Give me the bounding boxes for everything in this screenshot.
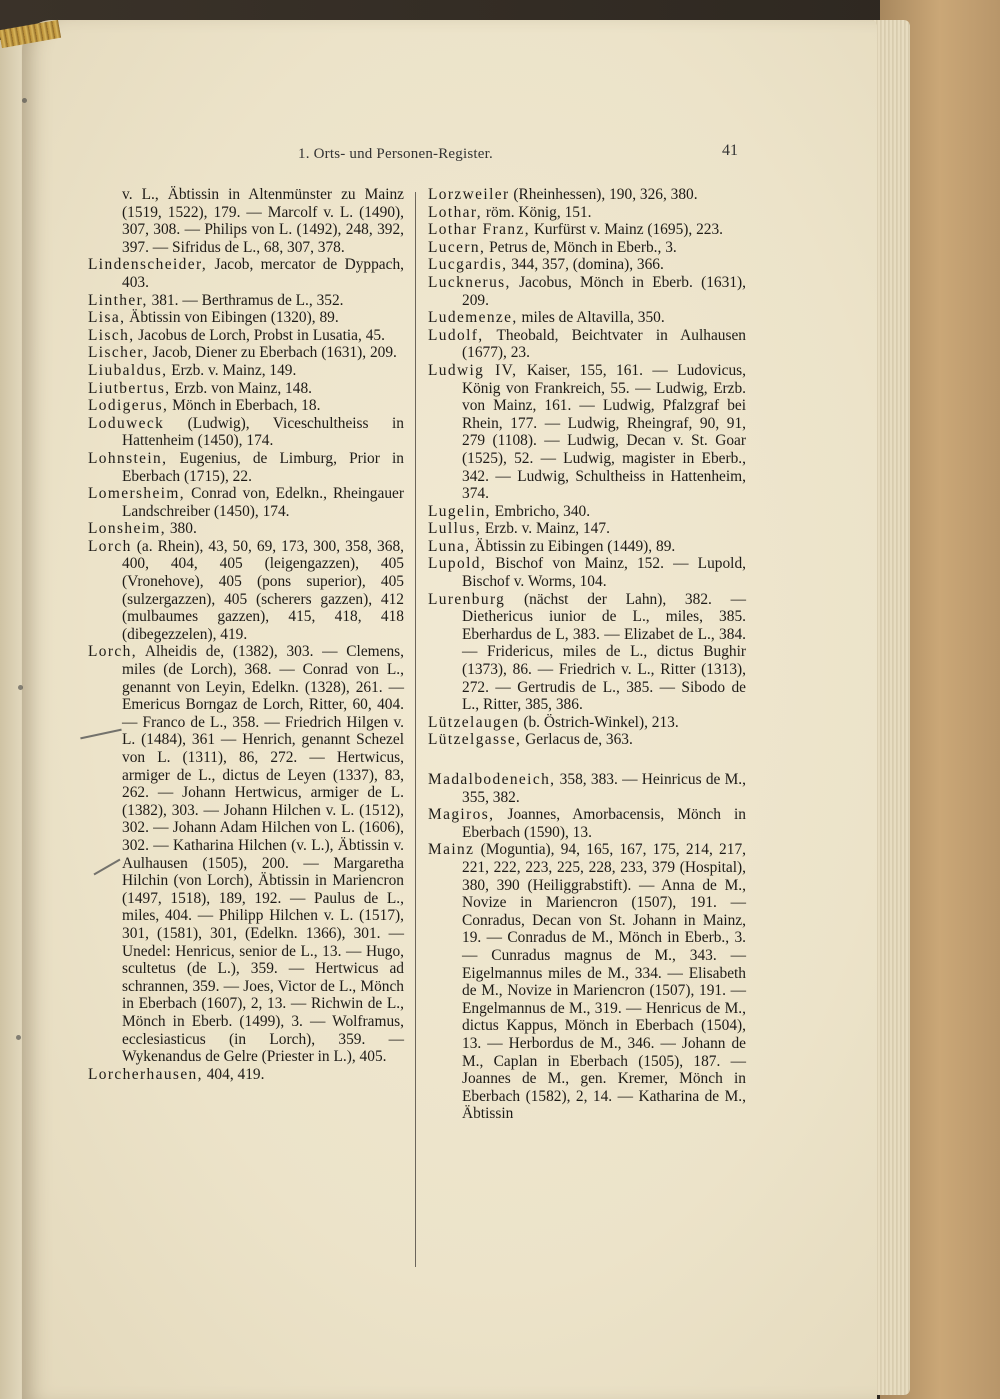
register-entry: [88, 538, 404, 644]
register-entry: [428, 221, 746, 239]
entry-text: 380.: [166, 520, 197, 538]
entry-text: Joannes, Amorbacensis, Mönch in Eberbach (1590), 13.: [462, 806, 746, 841]
entry-text: Jacobus de Lorch, Probst in Lusatia, 45.: [134, 326, 385, 344]
entry-headword: Lorch: [88, 537, 132, 555]
register-entry: [88, 309, 404, 327]
entry-text: (Rheinhessen), 190, 326, 380.: [509, 186, 698, 203]
entry-text: Petrus de, Mönch in Eberb., 3.: [485, 238, 677, 256]
entry-headword: Mainz: [428, 841, 475, 859]
entry-headword: Ludemenze,: [428, 309, 518, 327]
entry-text: Gerlacus de, 363.: [521, 731, 633, 749]
register-entry: [428, 555, 746, 590]
register-entry: [428, 274, 746, 309]
entry-text: Erzb. v. Mainz, 149.: [167, 361, 297, 379]
entry-headword: Lucknerus,: [428, 273, 511, 291]
entry-headword: Liubaldus,: [88, 361, 168, 379]
entry-headword: Lomersheim,: [88, 485, 186, 503]
register-entry: [88, 450, 404, 485]
ink-spot: [18, 685, 23, 690]
register-entry: [428, 538, 746, 556]
register-entry: [88, 485, 404, 520]
entry-headword: Lurenburg: [428, 590, 506, 608]
entry-headword: Lützelgasse,: [428, 731, 522, 749]
entry-headword: Lothar,: [428, 203, 483, 221]
entry-headword: Loduweck: [88, 414, 165, 432]
entry-headword: Linther,: [88, 291, 148, 309]
register-entry: [88, 292, 404, 310]
register-entry: [428, 309, 746, 327]
column-divider: [415, 192, 416, 1267]
register-entry: [428, 327, 746, 362]
entry-headword: Lützelaugen: [428, 713, 520, 731]
entry-text: Erzb. von Mainz, 148.: [170, 379, 312, 397]
register-entry: [88, 186, 404, 256]
entry-headword: Lischer,: [88, 344, 149, 362]
entry-text: v. L., Äbtissin in Altenmünster zu Mainz (1519, 1522), 179. — Marcolf v. L. (1490), 307, 308. — Philips von L. (1492), 248, 392, 397. — Sifridus de L., 68, 307, 378.: [122, 186, 404, 256]
register-entry: [88, 362, 404, 380]
entry-headword: Madalbodeneich,: [428, 771, 556, 788]
entry-headword: Lohnstein,: [88, 449, 168, 467]
register-entry: [88, 380, 404, 398]
right-column: [428, 186, 746, 1123]
register-entry: [428, 731, 746, 749]
register-entry: [428, 771, 746, 806]
entry-headword: Lindenscheider,: [88, 256, 208, 274]
entry-text: Jacob, mercator de Dyppach, 403.: [122, 256, 404, 291]
register-entry: [428, 806, 746, 841]
entry-text: Conrad von, Edelkn., Rheingauer Landschreiber (1450), 174.: [122, 485, 404, 520]
register-entry: [88, 415, 404, 450]
running-head: 1. Orts- und Personen-Register.: [298, 146, 493, 162]
entry-text: Theobald, Beichtvater in Aulhausen (1677), 23.: [462, 326, 746, 362]
register-entry: [88, 344, 404, 362]
entry-gap: [428, 749, 746, 771]
entry-text: 344, 357, (domina), 366.: [507, 256, 664, 274]
entry-headword: Lorch,: [88, 643, 137, 661]
entry-headword: Lodigerus,: [88, 397, 169, 415]
register-entry: [428, 362, 746, 503]
register-entry: [88, 327, 404, 345]
entry-text: (a. Rhein), 43, 50, 69, 173, 300, 358, 368, 400, 404, 405 (leigengazzen), 405 (Vronehove), 405 (pons superior), 405 (sulzergazzen), 405 (scherers gazzen), 412 (mulbaumes gazzen), 415, 418, 418 (dibegezzelen), 419.: [122, 537, 404, 643]
entry-headword: Liutbertus,: [88, 379, 171, 397]
entry-headword: Magiros,: [428, 806, 495, 824]
entry-text: miles de Altavilla, 350.: [517, 309, 665, 327]
entry-text: Jacob, Diener zu Eberbach (1631), 209.: [148, 344, 397, 362]
register-entry: [428, 239, 746, 257]
entry-headword: Lorzweiler: [428, 186, 510, 203]
register-entry: [88, 520, 404, 538]
register-entry: [428, 591, 746, 714]
entry-headword: Lisch,: [88, 326, 135, 344]
entry-text: röm. König, 151.: [482, 203, 592, 221]
entry-headword: Lonsheim,: [88, 520, 167, 538]
entry-text: 358, 383. — Heinricus de M., 355, 382.: [462, 771, 746, 806]
entry-text: Bischof von Mainz, 152. — Lupold, Bischof v. Worms, 104.: [462, 555, 746, 591]
entry-text: Jacobus, Mönch in Eberb. (1631), 209.: [462, 273, 746, 309]
entry-text: (Moguntia), 94, 165, 167, 175, 214, 217, 221, 222, 223, 225, 228, 233, 379 (Hospital), 380, 390 (Heiliggrabstift). — Anna de M., Novize in Mariencron (1507), 191. — Conradus, Decan von St. Johann in Mainz, 19. — Conradus de M., Mönch in Eberb., 3. — Cunradus magnus de M., 343. — Eigelmannus miles de M., 334. — Elisabeth de M., Novize in Mariencron (1507), 191. — Engelmannus de M., 319. — Henricus de M., dictus Kappus, Mönch in Eberbach (1504), 13. — Herbordus de M., 346. — Johann de M., Caplan in Eberbach (1505), 187. — Joannes de M., gen. Kremer, Mönch in Eberbach (1582), 2, 14. — Katharina de M., Äbtissin: [462, 841, 746, 1123]
entry-headword: Luna,: [428, 537, 471, 555]
register-entry: [88, 397, 404, 415]
entry-text: 404, 419.: [202, 1065, 265, 1083]
register-entry: [428, 520, 746, 538]
entry-headword: Lisa,: [88, 309, 126, 327]
entry-headword: Ludwig IV,: [428, 361, 518, 379]
entry-text: (nächst der Lahn), 382. — Diethericus iunior de L., miles, 385. Eberhardus de L, 383. — Elizabet de L., 384. — Fridericus, miles de L., dictus Bughir (1373), 86. — Friedrich v. L., Ritter (1313), 272. — Gertrudis de L., 385. — Sibodo de L., Ritter, 385, 386.: [462, 590, 746, 714]
register-entry: [88, 256, 404, 291]
entry-headword: Lupold,: [428, 555, 487, 573]
register-entry: [428, 841, 746, 1123]
entry-text: (b. Östrich-Winkel), 213.: [519, 713, 679, 731]
entry-text: Äbtissin zu Eibingen (1449), 89.: [470, 537, 676, 555]
entry-text: Kurfürst v. Mainz (1695), 223.: [529, 221, 724, 239]
entry-headword: Lullus,: [428, 520, 481, 538]
entry-text: Eugenius, de Limburg, Prior in Eberbach (1715), 22.: [122, 449, 404, 485]
entry-headword: Lucgardis,: [428, 256, 508, 274]
entry-text: 381. — Berthramus de L., 352.: [147, 291, 344, 309]
entry-text: Mönch in Eberbach, 18.: [168, 397, 321, 415]
entry-text: Äbtissin von Eibingen (1320), 89.: [125, 309, 339, 327]
register-entry: [88, 643, 404, 1065]
entry-headword: Lugelin,: [428, 502, 491, 520]
entry-text: Embricho, 340.: [490, 502, 591, 520]
entry-text: (Ludwig), Viceschultheiss in Hattenheim (1450), 174.: [122, 414, 404, 450]
entry-headword: Lothar Franz,: [428, 221, 530, 239]
register-entry: [428, 714, 746, 732]
register-entry: [428, 503, 746, 521]
entry-text: Erzb. v. Mainz, 147.: [480, 520, 610, 538]
entry-headword: Lucern,: [428, 238, 486, 256]
register-entry: [428, 204, 746, 222]
entry-text: Kaiser, 155, 161. — Ludovicus, König von Frankreich, 55. — Ludwig, Erzb. von Mainz, 161. — Ludwig, Pfalzgraf bei Rhein, 177. — Ludwig, Rheingraf, 90, 91, 279 (1108). — Ludwig, Decan v. St. Goar (1525), 52. — Ludwig, magister in Eberb., 342. — Ludwig, Schultheiss in Hattenheim, 374.: [462, 361, 747, 503]
entry-headword: Lorcherhausen,: [88, 1065, 203, 1083]
left-column: [88, 186, 404, 1083]
register-entry: [88, 1066, 404, 1084]
register-entry: [428, 256, 746, 274]
entry-text: Alheidis de, (1382), 303. — Clemens, miles (de Lorch), 368. — Conrad von L., genannt von Leyin, Edelkn. (1328), 261. — Emericus Borngaz de Lorch, Ritter, 60, 404. — Franco de L., 358. — Friedrich Hilgen v. L. (1484), 361 — Henrich, genannt Schezel von L. (1311), 86, 272. — Hertwicus, armiger de L., dictus de Leyen (1337), 83, 262. — Johann Hertwicus, armiger de L. (1382), 303. — Johann Hilchen v. L. (1512), 302. — Johann Adam Hilchen von L. (1606), 302. — Katharina Hilchen (v. L.), Äbtissin v. Aulhausen (1505), 200. — Margaretha Hilchin (von Lorch), Äbtissin in Mariencron (1497, 1518), 189, 192. — Paulus de L., miles, 404. — Philipp Hilchen v. L. (1517), 301, (1581), 301, (Edelkn. 1366), 301. — Unedel: Henricus, senior de L., 13. — Hugo, scultetus (de L.), 359. — Hertwicus ad schrannen, 359. — Joes, Victor de L., Mönch in Eberbach (1607), 2, 13. — Richwin de L., Mönch in Eberb. (1499), 3. — Wolframus, ecclesiasticus (in Lorch), 359. — Wykenandus de Gelre (Priester in L.), 405.: [122, 643, 404, 1066]
entry-headword: Ludolf,: [428, 326, 484, 344]
page-number: 41: [722, 142, 738, 159]
ink-spot: [22, 98, 27, 103]
register-entry: [428, 186, 746, 204]
ink-spot: [16, 1035, 21, 1040]
